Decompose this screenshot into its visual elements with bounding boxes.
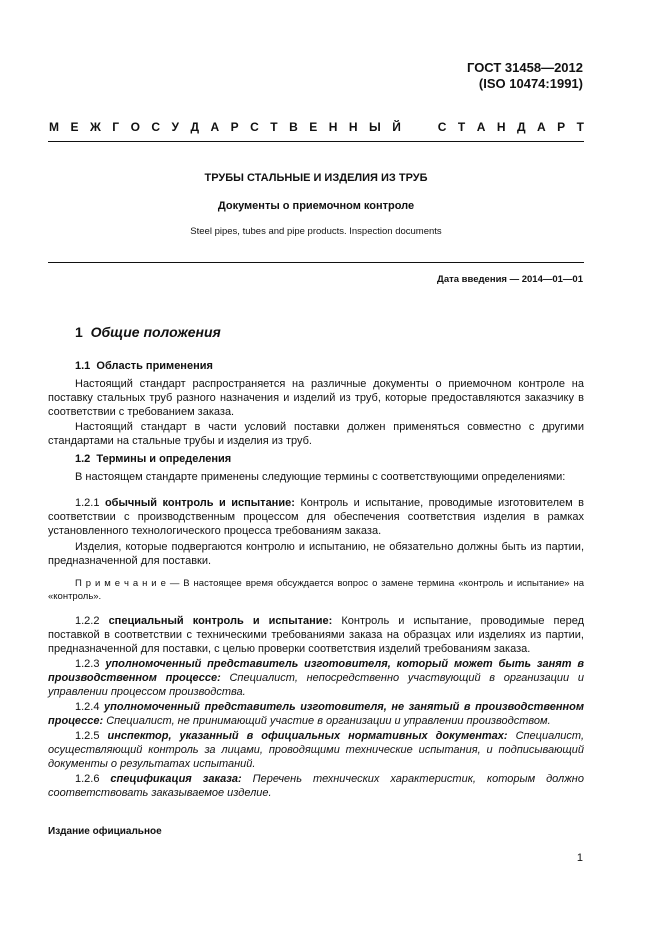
standard-code: [467, 60, 583, 92]
standard-type-letter: А: [537, 120, 546, 134]
standard-type-letter: А: [476, 120, 486, 134]
term-1-2-6: [48, 772, 584, 800]
note: [48, 577, 584, 603]
standard-type-letter: Н: [348, 120, 358, 134]
section-1-title: Общие положения: [90, 324, 221, 340]
title-rule: [48, 262, 584, 263]
term-1-2-5-number: 1.2.5: [75, 730, 100, 742]
term-1-2-5-term: инспектор, указанный в официальных нормативных документах:: [107, 730, 508, 742]
standard-type-letter: Н: [496, 120, 506, 134]
page-number: 1: [576, 852, 583, 864]
standard-type-letter: А: [210, 120, 220, 134]
english-title: Steel pipes, tubes and pipe products. Inspection documents: [190, 226, 442, 237]
term-1-2-2-number: 1.2.2: [75, 615, 100, 627]
term-1-2-5-definition: Специалист, осуществляющий контроль за лицами, проводящими технические испытания, и подписывающий документы о результатах испытаний.: [48, 730, 584, 770]
term-1-2-2: [48, 614, 584, 656]
subsection-1-1-title: Область применения: [96, 360, 213, 372]
subsection-1-2-heading: [75, 453, 231, 465]
standard-type-letter: Д: [190, 120, 200, 134]
standard-type-letter: Н: [328, 120, 338, 134]
official-edition-label: Издание официальное: [48, 826, 162, 837]
standard-type-heading: [49, 120, 584, 134]
term-1-2-6-definition: Перечень технических характеристик, которым должно соответствовать заказываемое изделие.: [48, 773, 584, 799]
standard-type-letter: Т: [270, 120, 278, 134]
top-rule: [48, 141, 584, 142]
standard-type-letter: С: [437, 120, 447, 134]
term-1-2-5: [48, 729, 584, 771]
term-1-2-2-term: специальный контроль и испытание:: [108, 615, 333, 627]
term-1-2-3-definition: Специалист, непосредственно участвующий в организации и управлении процессом производства.: [48, 672, 584, 698]
standard-type-letter: С: [151, 120, 161, 134]
paragraph-terms-intro: В настоящем стандарте применены следующие термины с соответствующими определениями:: [75, 471, 566, 483]
term-1-2-1-definition: Контроль и испытание, проводимые изготовителем в соответствии с производственным процессом для обеспечения соответствия изделия в рамках установленного технологического процесса требованиям заказа.: [48, 497, 584, 537]
term-1-2-3: [48, 657, 584, 699]
standard-type-letter: О: [130, 120, 140, 134]
standard-type-letter: М: [49, 120, 59, 134]
standard-type-letter: [412, 120, 426, 134]
standard-type-letter: В: [289, 120, 298, 134]
paragraph-scope-2: Настоящий стандарт в части условий поставки должен применяться совместно с другими стандартами на стальные трубы и изделия из труб.: [48, 421, 584, 447]
term-1-2-4-term: уполномоченный представитель изготовителя, не занятый в производственном процессе:: [48, 701, 584, 727]
paragraph-scope-1: Настоящий стандарт распространяется на различные документы о приемочном контроле на поставку стальных труб разного назначения и изделий из труб, которые предоставляются заказчику в соответствии с требованием заказа.: [48, 378, 584, 418]
standard-type-letter: Е: [309, 120, 318, 134]
subsection-1-2-title: Термины и определения: [96, 453, 232, 465]
standard-type-letter: С: [250, 120, 259, 134]
subsection-1-1-heading: [75, 360, 213, 372]
standard-code-line2: (ISO 10474:1991): [478, 76, 583, 91]
standard-type-letter: Й: [392, 120, 401, 134]
document-title: ТРУБЫ СТАЛЬНЫЕ И ИЗДЕЛИЯ ИЗ ТРУБ: [204, 172, 428, 184]
standard-type-letter: Е: [70, 120, 79, 134]
standard-type-letter: Д: [516, 120, 526, 134]
subsection-1-1-number: 1.1: [75, 360, 91, 372]
standard-type-letter: Ы: [368, 120, 381, 134]
section-1-number: 1: [75, 324, 83, 340]
term-1-2-4: [48, 700, 584, 728]
term-1-2-2-definition: Контроль и испытание, проводимые перед поставкой в соответствии с техническими требованиями заказа на образцах или изделиях из партии, предназначенной для поставки, с целью проверки соответствия изделий требованиям заказа.: [48, 615, 585, 655]
standard-type-letter: Р: [230, 120, 239, 134]
term-1-2-1-term: обычный контроль и испытание:: [104, 497, 295, 509]
term-1-2-6-number: 1.2.6: [75, 773, 100, 785]
term-1-2-4-number: 1.2.4: [75, 701, 100, 713]
term-1-2-1-number: 1.2.1: [75, 497, 100, 509]
introduction-date: Дата введения — 2014—01—01: [437, 274, 583, 285]
subsection-1-2-number: 1.2: [75, 453, 91, 465]
section-1-heading: [75, 324, 221, 340]
note-label: П р и м е ч а н и е: [75, 578, 166, 589]
term-1-2-3-term: уполномоченный представитель изготовителя, который может быть занят в производственном процессе:: [48, 658, 584, 684]
standard-code-line1: ГОСТ 31458—2012: [467, 60, 583, 75]
standard-type-letter: У: [171, 120, 179, 134]
term-1-2-3-number: 1.2.3: [75, 658, 100, 670]
term-1-2-6-term: спецификация заказа:: [110, 773, 242, 785]
term-1-2-4-definition: Специалист, не принимающий участие в организации и управлении производством.: [106, 715, 551, 727]
standard-type-letter: Т: [457, 120, 466, 134]
standard-type-letter: Г: [112, 120, 120, 134]
standard-type-letter: Ж: [89, 120, 101, 134]
document-subtitle: Документы о приемочном контроле: [217, 200, 415, 212]
standard-type-letter: Т: [576, 120, 584, 134]
term-1-2-1: [48, 496, 584, 538]
note-text: — В настоящее время обсуждается вопрос о замене термина «контроль и испытание» на «контроль».: [48, 578, 584, 602]
term-1-2-1-extra: Изделия, которые подвергаются контролю и испытанию, не обязательно должны быть из партии, предназначенной для поставки.: [48, 541, 584, 567]
standard-type-letter: Р: [557, 120, 566, 134]
